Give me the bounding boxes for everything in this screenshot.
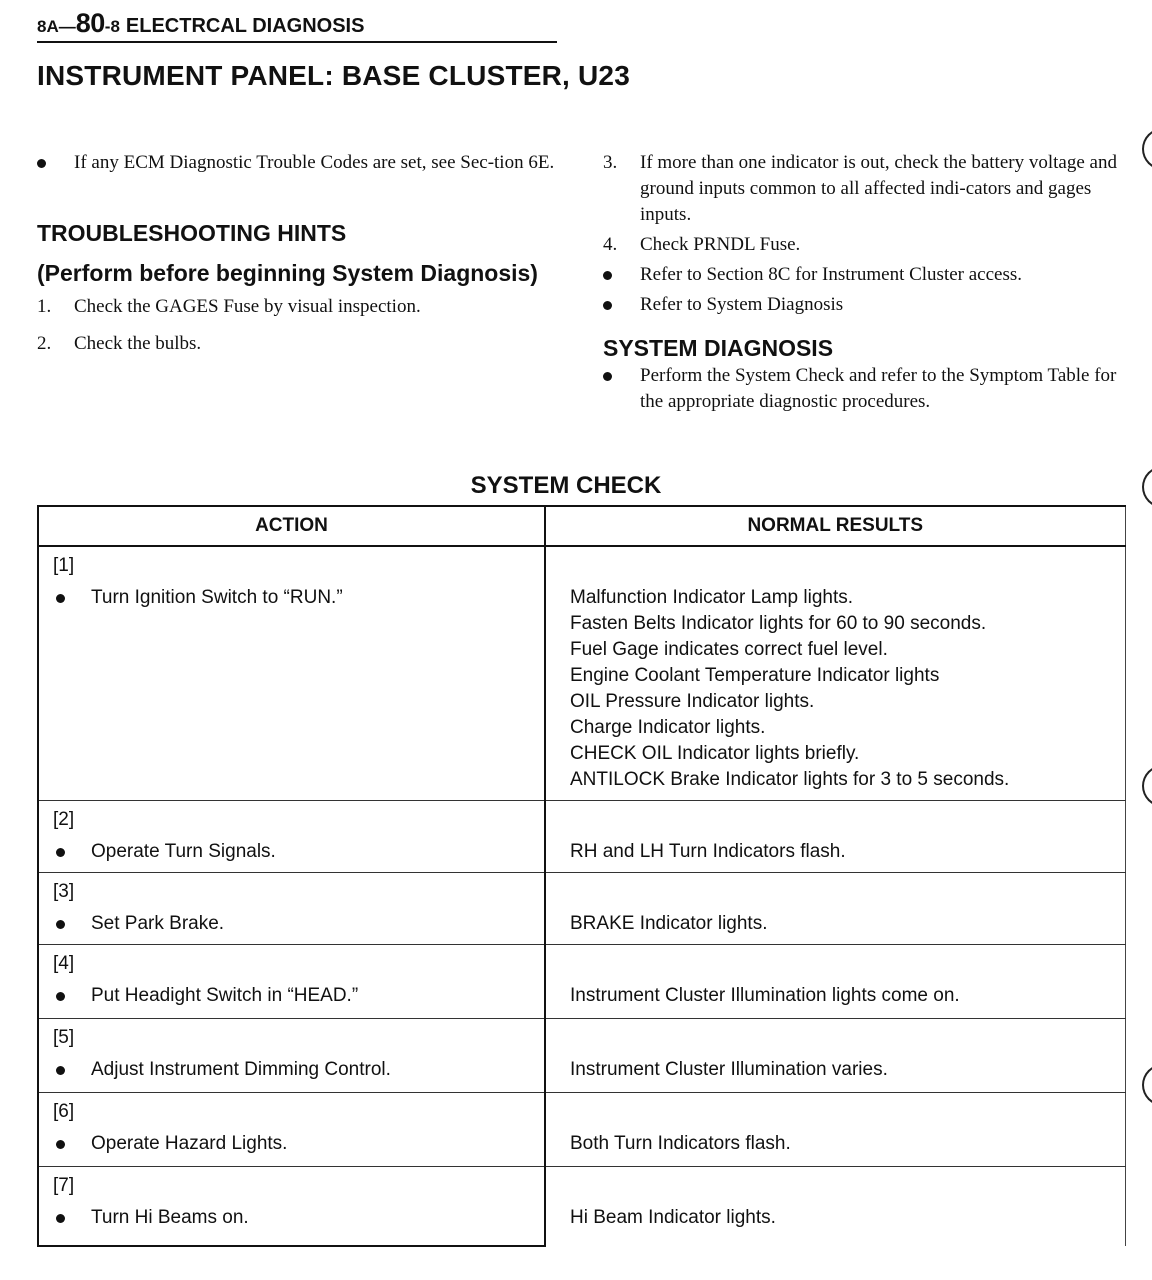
list-item xyxy=(603,262,1125,288)
table-row xyxy=(38,800,1125,872)
bullet-icon xyxy=(56,920,65,929)
page-number: 80 xyxy=(75,8,105,38)
bullet-text: Refer to System Diagnosis xyxy=(640,294,844,315)
binder-ring-mark xyxy=(1142,128,1152,170)
bullet-icon xyxy=(603,292,637,318)
step-number: 4. xyxy=(603,234,618,255)
result-line: Malfunction Indicator Lamp lights. xyxy=(570,587,854,608)
results-cell xyxy=(545,1018,1125,1092)
result-line: Instrument Cluster Illumination varies. xyxy=(570,1058,888,1080)
page-subnumber: -8 xyxy=(104,17,120,36)
action-cell xyxy=(38,872,545,944)
binder-ring-mark xyxy=(1142,466,1152,508)
step-label: [2] xyxy=(53,808,75,830)
action-cell xyxy=(38,944,545,1018)
intro-bullet xyxy=(37,150,562,176)
results-cell xyxy=(545,546,1125,800)
step-label: [1] xyxy=(53,555,75,576)
step-label: [6] xyxy=(53,1100,75,1122)
action-cell xyxy=(38,1018,545,1092)
action-item xyxy=(53,983,544,1009)
step-label: [5] xyxy=(53,1026,75,1048)
bullet-icon xyxy=(37,150,71,176)
result-line: Instrument Cluster Illumination lights come on. xyxy=(570,984,960,1006)
list-item xyxy=(603,363,1125,415)
result-line: CHECK OIL Indicator lights briefly. xyxy=(570,743,860,764)
result-line: Charge Indicator lights. xyxy=(570,717,766,738)
bullet-icon xyxy=(603,262,637,288)
result-line: Fasten Belts Indicator lights for 60 to 90 seconds. xyxy=(570,613,987,634)
bullet-icon xyxy=(56,594,65,603)
action-text: Operate Hazard Lights. xyxy=(91,1132,288,1154)
section-code: 8A— xyxy=(37,17,76,36)
list-item xyxy=(603,150,1125,228)
result-line: OIL Pressure Indicator lights. xyxy=(570,691,815,712)
action-text: Operate Turn Signals. xyxy=(91,840,276,862)
intro-bullet-text: If any ECM Diagnostic Trouble Codes are set, see Sec-tion 6E. xyxy=(74,152,555,173)
results-cell xyxy=(545,1166,1125,1246)
page-header xyxy=(37,8,557,43)
bullet-icon xyxy=(56,992,65,1001)
table-row xyxy=(38,1092,1125,1166)
step-number: 1. xyxy=(37,296,52,317)
table-row xyxy=(38,944,1125,1018)
step-label: [3] xyxy=(53,880,75,902)
system-check-table xyxy=(37,505,1126,1247)
results-cell xyxy=(545,944,1125,1018)
action-cell xyxy=(38,1166,545,1246)
result-line: Both Turn Indicators flash. xyxy=(570,1132,791,1154)
table-row xyxy=(38,546,1125,800)
action-item xyxy=(53,1205,544,1231)
action-item xyxy=(53,911,544,937)
column-header-action: ACTION xyxy=(38,506,545,546)
section-title: ELECTRCAL DIAGNOSIS xyxy=(125,15,365,37)
result-line: BRAKE Indicator lights. xyxy=(570,912,768,934)
table-header-row xyxy=(38,506,1125,546)
right-column xyxy=(603,150,1125,415)
result-line: Engine Coolant Temperature Indicator lights xyxy=(570,665,940,686)
bullet-icon xyxy=(56,1066,65,1075)
action-item xyxy=(53,585,544,611)
step-number: 2. xyxy=(37,333,52,354)
bullet-icon xyxy=(603,363,637,389)
results-cell xyxy=(545,1092,1125,1166)
binder-ring-mark xyxy=(1142,1064,1152,1106)
result-line: RH and LH Turn Indicators flash. xyxy=(570,840,846,862)
bullet-text: Refer to Section 8C for Instrument Cluster access. xyxy=(640,264,1023,285)
step-text: Check the bulbs. xyxy=(74,333,202,354)
step-number: 3. xyxy=(603,152,618,173)
troubleshooting-subheading: (Perform before beginning System Diagnosis) xyxy=(37,260,538,286)
result-line: Fuel Gage indicates correct fuel level. xyxy=(570,639,888,660)
bullet-text: Perform the System Check and refer to the Symptom Table for the appropriate diagnostic procedures. xyxy=(640,365,1117,412)
action-text: Put Headight Switch in “HEAD.” xyxy=(91,984,359,1006)
action-text: Turn Ignition Switch to “RUN.” xyxy=(91,587,343,608)
step-text: If more than one indicator is out, check the battery voltage and ground inputs common to all affected indi-cators and gages inputs. xyxy=(640,152,1117,225)
column-header-results: NORMAL RESULTS xyxy=(545,506,1125,546)
bullet-icon xyxy=(56,1140,65,1149)
action-cell xyxy=(38,800,545,872)
action-item xyxy=(53,1057,544,1083)
list-item xyxy=(37,331,562,357)
binder-ring-mark xyxy=(1142,765,1152,807)
list-item xyxy=(603,292,1125,318)
step-text: Check the GAGES Fuse by visual inspection. xyxy=(74,296,421,317)
step-text: Check PRNDL Fuse. xyxy=(640,234,801,255)
action-text: Set Park Brake. xyxy=(91,912,225,934)
step-label: [7] xyxy=(53,1174,75,1196)
action-item xyxy=(53,1131,544,1157)
table-row xyxy=(38,1166,1125,1246)
system-diagnosis-heading: SYSTEM DIAGNOSIS xyxy=(603,335,834,361)
page-title: INSTRUMENT PANEL: BASE CLUSTER, U23 xyxy=(37,60,630,91)
bullet-icon xyxy=(56,1214,65,1223)
result-line: Hi Beam Indicator lights. xyxy=(570,1206,776,1228)
table-row xyxy=(38,872,1125,944)
list-item xyxy=(603,232,1125,258)
action-item xyxy=(53,839,544,865)
results-cell xyxy=(545,872,1125,944)
left-column xyxy=(37,150,562,357)
list-item xyxy=(37,294,562,320)
action-text: Adjust Instrument Dimming Control. xyxy=(91,1058,391,1080)
results-cell xyxy=(545,800,1125,872)
bullet-icon xyxy=(56,848,65,857)
action-cell xyxy=(38,1092,545,1166)
troubleshooting-heading: TROUBLESHOOTING HINTS xyxy=(37,220,347,246)
system-check-title: SYSTEM CHECK xyxy=(470,472,662,499)
table-row xyxy=(38,1018,1125,1092)
result-line: ANTILOCK Brake Indicator lights for 3 to 5 seconds. xyxy=(570,769,1010,790)
action-cell xyxy=(38,546,545,800)
step-label: [4] xyxy=(53,952,75,974)
action-text: Turn Hi Beams on. xyxy=(91,1206,249,1228)
